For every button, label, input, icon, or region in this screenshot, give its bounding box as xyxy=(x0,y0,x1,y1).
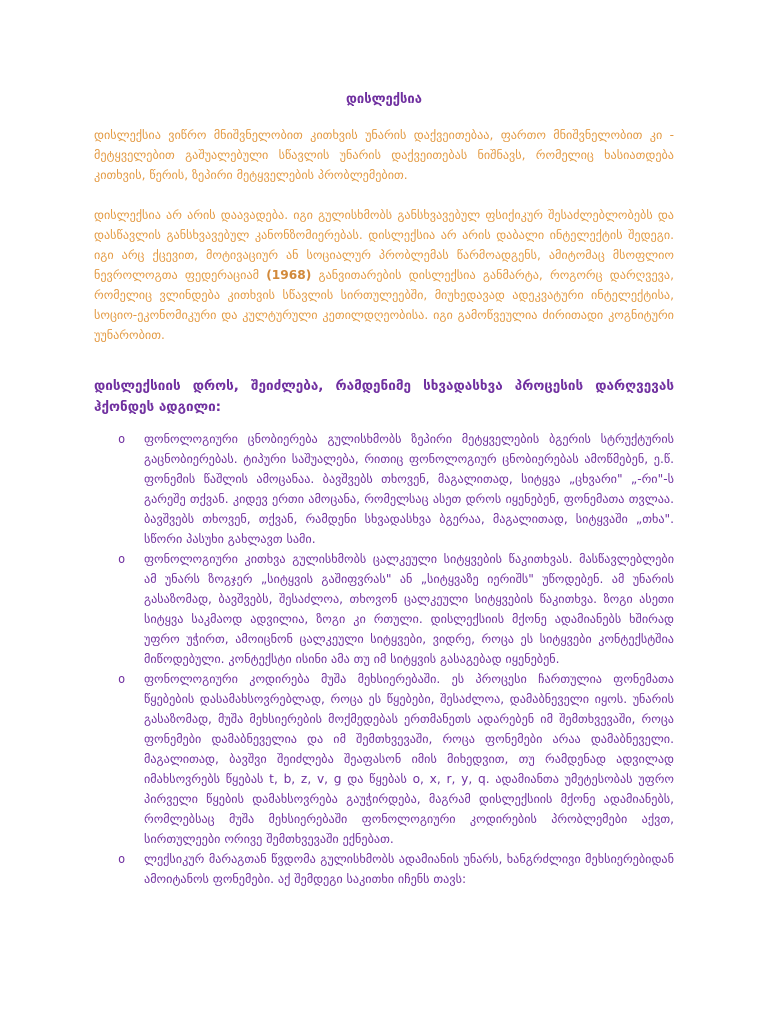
bullet-marker: o xyxy=(118,432,126,446)
page-title: დისლექსია xyxy=(346,92,422,107)
bullet-marker: o xyxy=(118,552,126,566)
list-item xyxy=(118,549,674,669)
intro-year: (1968) xyxy=(266,268,312,282)
list-item-text: ლექსიკურ მარაგთან წვდომა გულისხმობს ადამიანის უნარს, ხანგრძლივი მეხსიერებიდან ამოიტანოს ფონემები. აქ შემდეგი საკითხი იჩენს თავს: xyxy=(144,852,674,886)
bullet-marker: o xyxy=(118,852,126,866)
intro-paragraph-2-part-1: დისლექსია არ არის დაავადება. იგი გულისხმობს განსხვავებულ ფსიქიკურ შესაძლებლობებს და დასწავლის განსხვავებულ კანონზომიერებას. დისლექსია არ არის დაბალი ინტელექტის შედეგი. იგი არც ქცევით, მოტივაციურ ან სოციალურ პრობლემას წარმოადგენს, ამიტომაც მსოფლიო ნევროლოგთა ფედერაციამ xyxy=(94,208,674,282)
list-item-text: ფონოლოგიური კითხვა გულისხმობს ცალკეული სიტყვების წაკითხვას. მასწავლებლები ამ უნარს ზოგჯერ „სიტყვის გაშიფვრას" ან „სიტყვაზე იერიშს" უწოდებენ. ამ უნარის გასაზომად, ბავშვებს, შესაძლოა, თხოვონ ცალკეული სიტყვების წაკითხვა. ზოგი ასეთი სიტყვა საკმაოდ ადვილია, ზოგი კი რთული. დისლექსიის მქონე ადამიანებს ხშირად უფრო უჭირთ, ამოიცნონ ცალკეული სიტყვები, ვიდრე, როცა ეს სიტყვები კონტექსტშია მიწოდებული. კონტექსტი ისინი ამა თუ იმ სიტყვის გასაგებად იყენებენ. xyxy=(144,552,674,666)
bullet-marker: o xyxy=(118,672,126,686)
list-item-text: ფონოლოგიური კოდირება მუშა მეხსიერებაში. ეს პროცესი ჩართულია ფონემათა წყებების დასამახსოვრებლად, როცა ეს წყებები, შესაძლოა, დამაბნეველი იყოს. უნარის გასაზომად, მუშა მეხსიერების მოქმედებას ერთმანეთს ადარებენ იმ შემთხვევაში, როცა ფონემები დამაბნეველია და იმ შემთხვევაში, როცა ფონემები არაა დამაბნეველი. მაგალითად, ბავშვი შეიძლება შეაფასონ იმის მიხედვით, თუ რამდენად ადვილად იმახსოვრებს წყებას t, b, z, v, g და წყებას o, x, r, y, q. ადამიანთა უმეტესობას უფრო პირველი წყების დამახსოვრება გაუჭირდება, მაგრამ დისლექსიის მქონე ადამიანებს, რომლებსაც მუშა მეხსიერებაში ფონოლოგიური კოდირების პრობლემები აქვთ, სირთულეები ორივე შემთხვევაში ექნებათ. xyxy=(144,672,674,846)
intro-paragraph-1: დისლექსია ვიწრო მნიშვნელობით კითხვის უნარის დაქვეითებაა, ფართო მნიშვნელობით კი - მეტყველებით გაშუალებული სწავლის უნარის დაქვეითებას ნიშნავს, რომელიც ხასიათდება კითხვის, წერის, ზეპირი მეტყველების პრობლემებით. xyxy=(94,128,674,182)
process-list xyxy=(118,429,674,889)
section-heading: დისლექსიის დროს, შეიძლება, რამდენიმე სხვადასხვა პროცესის დარღვევას ჰქონდეს ადგილი: xyxy=(94,378,674,415)
intro-paragraph-2-part-2: განვითარების დისლექსია განმარტა, როგორც დარღვევა, რომელიც ვლინდება კითხვის სწავლის სირთულეებში, მიუხედავად ადეკვატური ინტელექტისა, სოციო-ეკონომიკური და კულტურული კეთილდღეობისა. იგი გამოწვეულია ძირითადი კოგნიტური უუნარობით. xyxy=(94,268,674,342)
intro-paragraph-2 xyxy=(94,205,674,345)
list-item-text: ფონოლოგიური ცნობიერება გულისხმობს ზეპირი მეტყველების ბგერის სტრუქტურის გაცნობიერებას. ტიპური საშუალება, რითიც ფონოლოგიურ ცნობიერებას ამოწმებენ, ე.წ. ფონემის წაშლის ამოცანაა. ბავშვებს თხოვენ, მაგალითად, სიტყვა „ცხვარი" „-რი"-ს გარეშე თქვან. კიდევ ერთი ამოცანა, რომელსაც ასეთ დროს იყენებენ, ფონემათა თვლაა. ბავშვებს თხოვენ, თქვან, რამდენი სხვადასხვა ბგერაა, მაგალითად, სიტყვაში „თხა". სწორი პასუხი გახლავთ სამი. xyxy=(144,432,674,546)
list-item xyxy=(118,429,674,549)
list-item xyxy=(118,669,674,849)
list-item xyxy=(118,849,674,889)
